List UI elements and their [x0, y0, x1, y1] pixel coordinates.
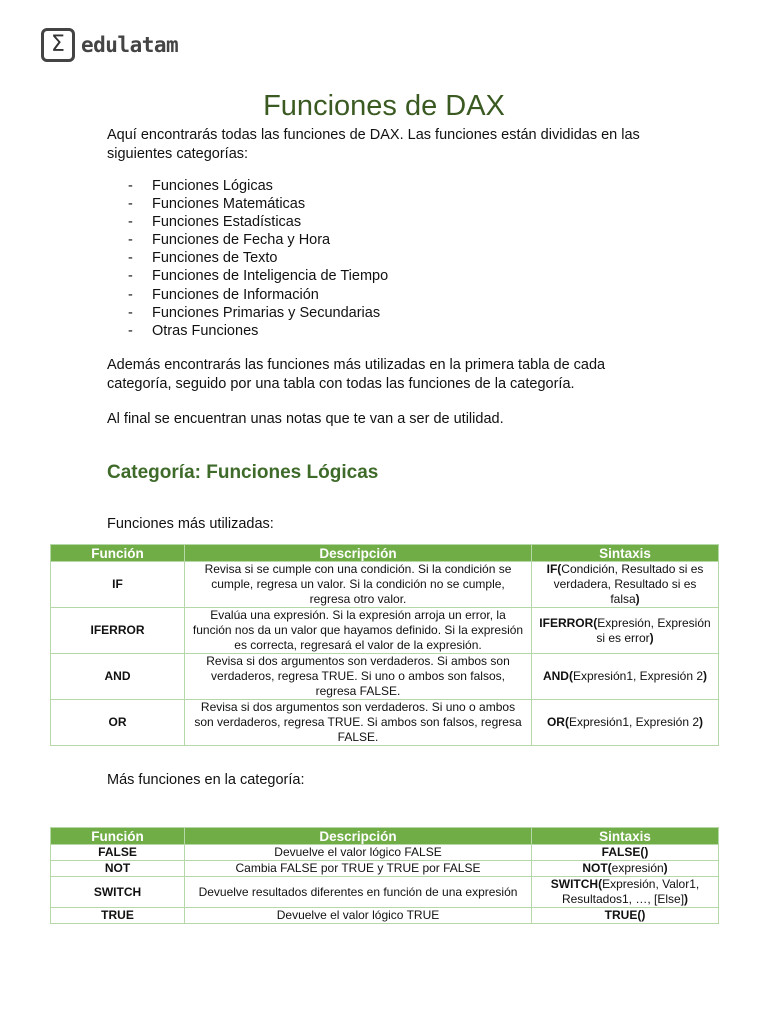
list-item: - Funciones Estadísticas [128, 214, 302, 231]
table-row [51, 861, 719, 877]
function-syntax: FALSE() [532, 845, 719, 861]
table-row [51, 908, 719, 924]
table-row [51, 877, 719, 908]
category-list [128, 177, 388, 340]
function-name: NOT [51, 861, 185, 877]
list-item: - Funciones de Información [128, 286, 319, 303]
function-syntax: AND(Expresión1, Expresión 2) [532, 654, 719, 700]
table-header-row [51, 545, 719, 562]
table-row [51, 562, 719, 608]
function-description: Evalúa una expresión. Si la expresión arroja un error, la función nos da un valor que hayamos definido. Si la expresión es correcta, regresará el valor de la expresión. [185, 608, 532, 654]
sigma-icon: Σ [41, 28, 75, 62]
function-name: OR [51, 700, 185, 746]
function-name: SWITCH [51, 877, 185, 908]
list-item: - Funciones de Fecha y Hora [128, 232, 331, 249]
page-title: Funciones de DAX [263, 90, 505, 122]
col-header-function: Función [51, 828, 185, 845]
function-description: Revisa si se cumple con una condición. Si la condición se cumple, regresa un valor. Si la condición no se cumple, regresa otro valor. [185, 562, 532, 608]
list-item: - Otras Funciones [128, 322, 259, 339]
list-item: - Funciones Lógicas [128, 178, 273, 194]
logo-text: edulatam [81, 33, 179, 57]
function-description: Devuelve el valor lógico TRUE [185, 908, 532, 924]
table-row [51, 608, 719, 654]
function-syntax: OR(Expresión1, Expresión 2) [532, 700, 719, 746]
function-syntax: NOT(expresión) [532, 861, 719, 877]
table-row [51, 654, 719, 700]
logo [41, 28, 178, 62]
function-syntax: TRUE() [532, 908, 719, 924]
list-item: - Funciones Primarias y Secundarias [128, 304, 381, 321]
function-syntax: SWITCH(Expresión, Valor1, Resultados1, …, [Else]) [532, 877, 719, 908]
function-syntax: IFERROR(Expresión, Expresión si es error) [532, 608, 719, 654]
paragraph-more-used: Además encontrarás las funciones más utilizadas en la primera tabla de cada categoría, seguido por una tabla con todas las funciones de la categoría. [107, 357, 606, 392]
section-heading: Categoría: Funciones Lógicas [107, 462, 379, 483]
function-name: FALSE [51, 845, 185, 861]
col-header-description: Descripción [185, 545, 532, 562]
table-header-row [51, 828, 719, 845]
function-description: Devuelve resultados diferentes en función de una expresión [185, 877, 532, 908]
more-functions-label: Más funciones en la categoría: [107, 772, 305, 788]
list-item: - Funciones de Inteligencia de Tiempo [128, 268, 389, 285]
col-header-syntax: Sintaxis [532, 545, 719, 562]
intro-paragraph: Aquí encontrarás todas las funciones de DAX. Las funciones están divididas en las siguientes categorías: [107, 127, 640, 162]
function-description: Revisa si dos argumentos son verdaderos. Si uno o ambos son verdaderos, regresa TRUE. Si ambos son falsos, regresa FALSE. [185, 700, 532, 746]
table-row [51, 700, 719, 746]
more-functions-table [50, 827, 719, 924]
function-description: Devuelve el valor lógico FALSE [185, 845, 532, 861]
most-used-label: Funciones más utilizadas: [107, 516, 274, 532]
col-header-syntax: Sintaxis [532, 828, 719, 845]
list-item: - Funciones Matemáticas [128, 196, 306, 213]
table-row [51, 845, 719, 861]
list-item: - Funciones de Texto [128, 250, 278, 267]
col-header-function: Función [51, 545, 185, 562]
function-name: AND [51, 654, 185, 700]
col-header-description: Descripción [185, 828, 532, 845]
function-description: Revisa si dos argumentos son verdaderos. Si ambos son verdaderos, regresa TRUE. Si uno o ambos son falsos, regresa FALSE. [185, 654, 532, 700]
function-name: IFERROR [51, 608, 185, 654]
function-name: TRUE [51, 908, 185, 924]
function-description: Cambia FALSE por TRUE y TRUE por FALSE [185, 861, 532, 877]
function-name: IF [51, 562, 185, 608]
paragraph-notes: Al final se encuentran unas notas que te van a ser de utilidad. [107, 411, 504, 427]
function-syntax: IF(Condición, Resultado si es verdadera, Resultado si es falsa) [532, 562, 719, 608]
main-functions-table [50, 544, 719, 746]
